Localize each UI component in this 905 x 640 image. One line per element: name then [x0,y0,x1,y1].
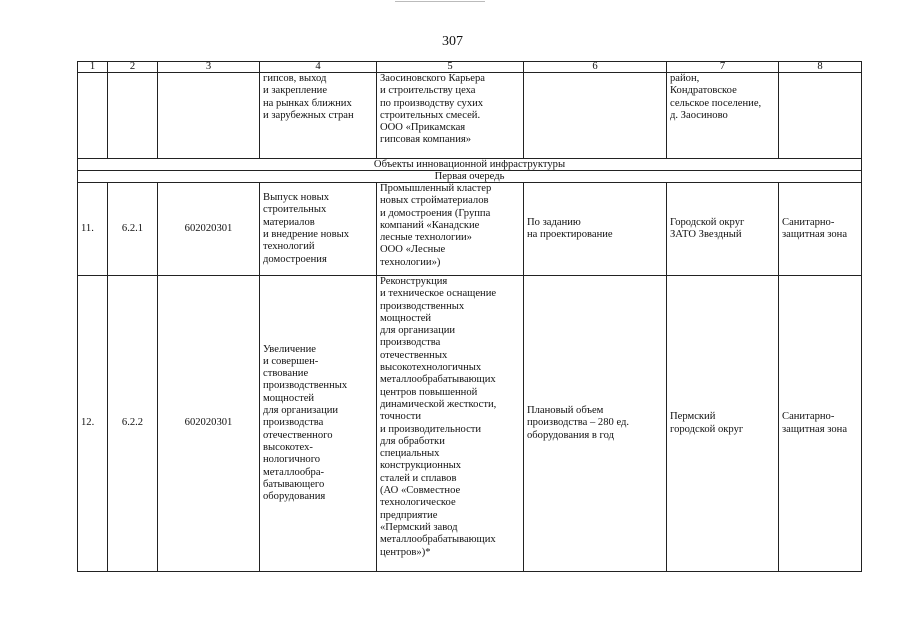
row-name: Увеличение и совершен- ствование производственных мощностей для организации производства отечественного высокотех- нологичного металлообра- батывающего оборудования [260,276,377,572]
row-okved: 602020301 [158,276,260,572]
column-number-3: 3 [158,62,260,73]
cont-cell-location: район, Кондратовское сельское поселение, д. Заосиново [667,73,779,159]
cont-cell-name: гипсов, выход и закрепление на рынках ближних и зарубежных стран [260,73,377,159]
row-code: 6.2.2 [108,276,158,572]
row-description: Реконструкция и техническое оснащение производственных мощностей для организации производства отечественных высокотехнологичных металлообрабатывающих центров повышенной динамической жесткости, точности и производительности для обработки специальных конструкционных сталей и сплавов (АО «Совместное технологическое предприятие «Пермский завод металлообрабатывающих центров»)* [377,276,524,572]
section-title: Объекты инновационной инфраструктуры [78,159,862,171]
row-name: Выпуск новых строительных материалов и внедрение новых технологий домостроения [260,183,377,276]
subsection-title: Первая очередь [78,171,862,183]
column-number-8: 8 [779,62,862,73]
table-row [78,276,862,572]
cont-cell-capacity [524,73,667,159]
row-capacity: По заданию на проектирование [524,183,667,276]
column-number-6: 6 [524,62,667,73]
cont-cell-zone [779,73,862,159]
section-row [78,159,862,171]
column-number-7: 7 [667,62,779,73]
scan-edge-line [395,1,485,2]
column-number-row [78,62,862,73]
row-okved: 602020301 [158,183,260,276]
cont-cell-3 [158,73,260,159]
column-number-2: 2 [108,62,158,73]
column-number-5: 5 [377,62,524,73]
cont-cell-description: Заосиновского Карьера и строительству цеха по производству сухих строительных смесей. ООО «Прикамская гипсовая компания» [377,73,524,159]
row-code: 6.2.1 [108,183,158,276]
subsection-row [78,171,862,183]
cont-cell-1 [78,73,108,159]
row-number: 11. [78,183,108,276]
page-number: 307 [442,34,463,49]
continuation-row [78,73,862,159]
row-number: 12. [78,276,108,572]
row-zone: Санитарно- защитная зона [779,183,862,276]
row-zone: Санитарно- защитная зона [779,276,862,572]
column-number-1: 1 [78,62,108,73]
row-description: Промышленный кластер новых стройматериалов и домостроения (Группа компаний «Канадские лесные технологии» ООО «Лесные технологии») [377,183,524,276]
table-row [78,183,862,276]
row-location: Городской округ ЗАТО Звездный [667,183,779,276]
row-location: Пермский городской округ [667,276,779,572]
cont-cell-2 [108,73,158,159]
row-capacity: Плановый объем производства – 280 ед. оборудования в год [524,276,667,572]
objects-table [77,61,862,572]
column-number-4: 4 [260,62,377,73]
